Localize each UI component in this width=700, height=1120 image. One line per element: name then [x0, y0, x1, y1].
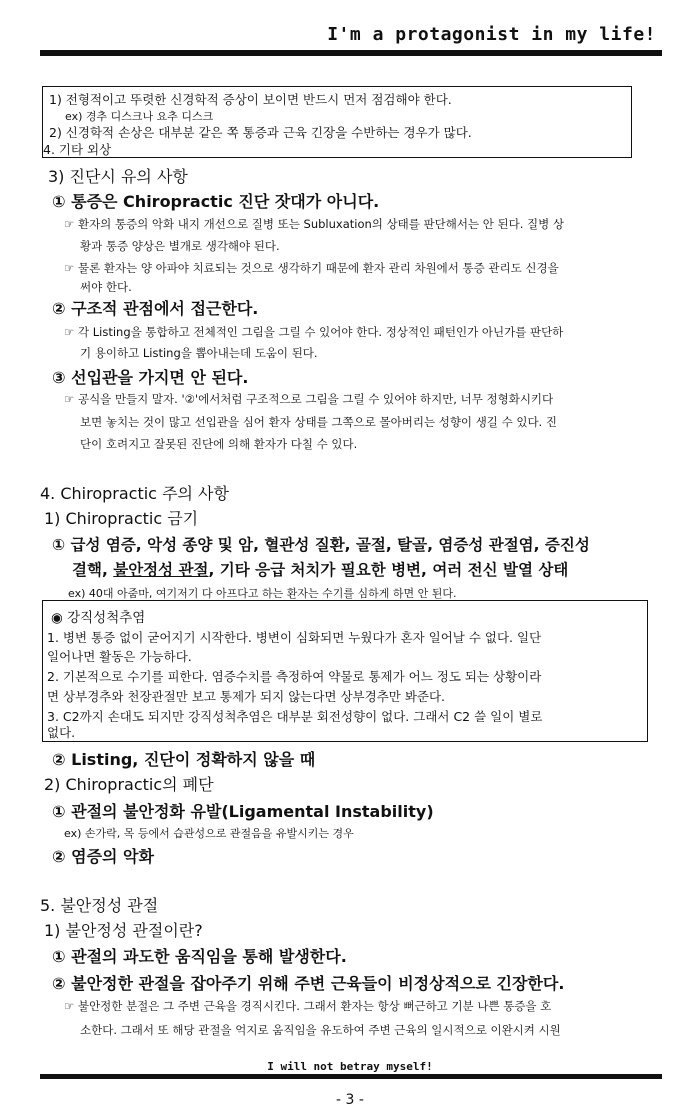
- s4-sub2-item1: ① 관절의 불안정화 유발(Ligamental Instability): [52, 802, 434, 821]
- s4-contraindication-line2: [72, 558, 568, 580]
- s3-item1-note1-line2: 황과 통증 양상은 별개로 생각해야 된다.: [80, 239, 280, 253]
- s3-item3-note-line3: 단이 호려지고 잘못된 진단에 의해 환자가 다칠 수 있다.: [80, 437, 358, 451]
- footer-rule: [40, 1074, 662, 1079]
- box2-line4: 면 상부경추와 천장관절만 보고 통제가 되지 않는다면 상부경추만 봐준다.: [47, 689, 446, 704]
- box1-line3: 4. 기타 외상: [43, 142, 112, 157]
- box2-line1: 1. 병변 통증 없이 굳어지기 시작한다. 병변이 심화되면 누웠다가 혼자 일어날 수 없다. 일단: [47, 630, 542, 645]
- s3-item2-note-line2: 기 용이하고 Listing을 뽑아내는데 도움이 된다.: [80, 346, 318, 360]
- box2-line5: 3. C2까지 손대도 되지만 강직성척추염은 대부분 회전성향이 없다. 그래서 C2 쓸 일이 별로: [47, 709, 543, 724]
- section3-heading: 3) 진단시 유의 사항: [48, 167, 188, 186]
- section4-heading: 4. Chiropractic 주의 사항: [40, 484, 229, 503]
- s4-contra-l2-a: 결핵,: [72, 561, 114, 579]
- s3-item2-note-line1: ☞ 각 Listing을 통합하고 전체적인 그림을 그릴 수 있어야 한다. 정상적인 패턴인가 아닌가를 판단하: [64, 325, 564, 339]
- s4-sub2-item2: ② 염증의 악화: [52, 847, 154, 866]
- s5-item2: ② 불안정한 관절을 잡아주기 위해 주변 근육들이 비정상적으로 긴장한다.: [52, 974, 565, 993]
- s5-item1: ① 관절의 과도한 움직임을 통해 발생한다.: [52, 947, 347, 966]
- box2-title: ◉ 강직성척추염: [51, 610, 146, 626]
- s4-sub2: 2) Chiropractic의 폐단: [44, 775, 214, 794]
- footer-motto: I will not betray myself!: [267, 1060, 433, 1073]
- s4-sub2-example: ex) 손가락, 목 등에서 습관성으로 관절음을 유발시키는 경우: [64, 827, 354, 840]
- s5-sub1: 1) 불안정성 관절이란?: [44, 921, 203, 940]
- box1-line1-example: ex) 경추 디스크나 요추 디스크: [65, 110, 214, 123]
- header-rule: [40, 50, 662, 56]
- section5-heading: 5. 불안정성 관절: [40, 896, 159, 915]
- s4-contraindication-line1: ① 급성 염증, 악성 종양 및 암, 혈관성 질환, 골절, 탈골, 염증성 관절염, 증진성: [52, 536, 590, 554]
- box1-line1: 1) 전형적이고 뚜렷한 신경학적 증상이 보이면 반드시 먼저 점검해야 한다.: [49, 92, 452, 107]
- s3-item3-note-line2: 보면 놓치는 것이 많고 선입관을 심어 환자 상태를 그쪽으로 몰아버리는 성향이 생길 수 있다. 진: [80, 415, 557, 429]
- box2-line3: 2. 기본적으로 수기를 피한다. 염증수치를 측정하여 약물로 통제가 어느 정도 되는 상황이라: [47, 669, 542, 684]
- ankylosing-spondylitis-box: [42, 600, 648, 742]
- s5-note-line2: 소한다. 그래서 또 해당 관절을 억지로 움직임을 유도하여 주변 근육의 일시적으로 이완시켜 시원: [80, 1023, 561, 1037]
- s4-contraindication-example: ex) 40대 아줌마, 여기저기 다 아프다고 하는 환자는 수기를 심하게 하면 안 된다.: [68, 587, 457, 600]
- box1-line2: 2) 신경학적 손상은 대부분 같은 쪽 통증과 근육 긴장을 수반하는 경우가 많다.: [49, 125, 472, 140]
- box2-line2: 일어나면 활동은 가능하다.: [47, 649, 192, 664]
- s3-item2-title: ② 구조적 관점에서 접근한다.: [52, 299, 259, 318]
- box2-line6: 없다.: [47, 725, 76, 740]
- s3-item1-note2-line1: ☞ 물론 환자는 양 아파야 치료되는 것으로 생각하기 때문에 환자 관리 차원에서 통증 관리도 신경을: [64, 261, 559, 275]
- s4-item2: ② Listing, 진단이 정확하지 않을 때: [52, 750, 316, 769]
- s3-item1-note1-line1: ☞ 환자의 통증의 악화 내지 개선으로 질병 또는 Subluxation의 상태를 판단해서는 안 된다. 질병 상: [64, 217, 564, 231]
- page-number: - 3 -: [336, 1092, 364, 1108]
- s4-sub1: 1) Chiropractic 금기: [44, 509, 199, 528]
- page-header-title: I'm a protagonist in my life!: [327, 24, 656, 45]
- s4-contra-l2-b: , 기타 응급 처치가 필요한 병변, 여러 전신 발열 상태: [208, 561, 569, 579]
- s4-contra-l2-underlined: 불안정성 관절: [113, 561, 209, 579]
- s3-item1-note2-line2: 써야 한다.: [80, 280, 132, 294]
- s5-note-line1: ☞ 불안정한 분절은 그 주변 근육을 경직시킨다. 그래서 환자는 항상 뻐근하고 기분 나쁜 통증을 호: [64, 999, 552, 1013]
- s3-item1-title: ① 통증은 Chiropractic 진단 잣대가 아니다.: [52, 192, 380, 211]
- neuro-notes-box: [42, 86, 632, 158]
- s3-item3-note-line1: ☞ 공식을 만들지 말자. '②'에서처럼 구조적으로 그림을 그릴 수 있어야 하지만, 너무 정형화시키다: [64, 392, 554, 406]
- s3-item3-title: ③ 선입관을 가지면 안 된다.: [52, 368, 249, 387]
